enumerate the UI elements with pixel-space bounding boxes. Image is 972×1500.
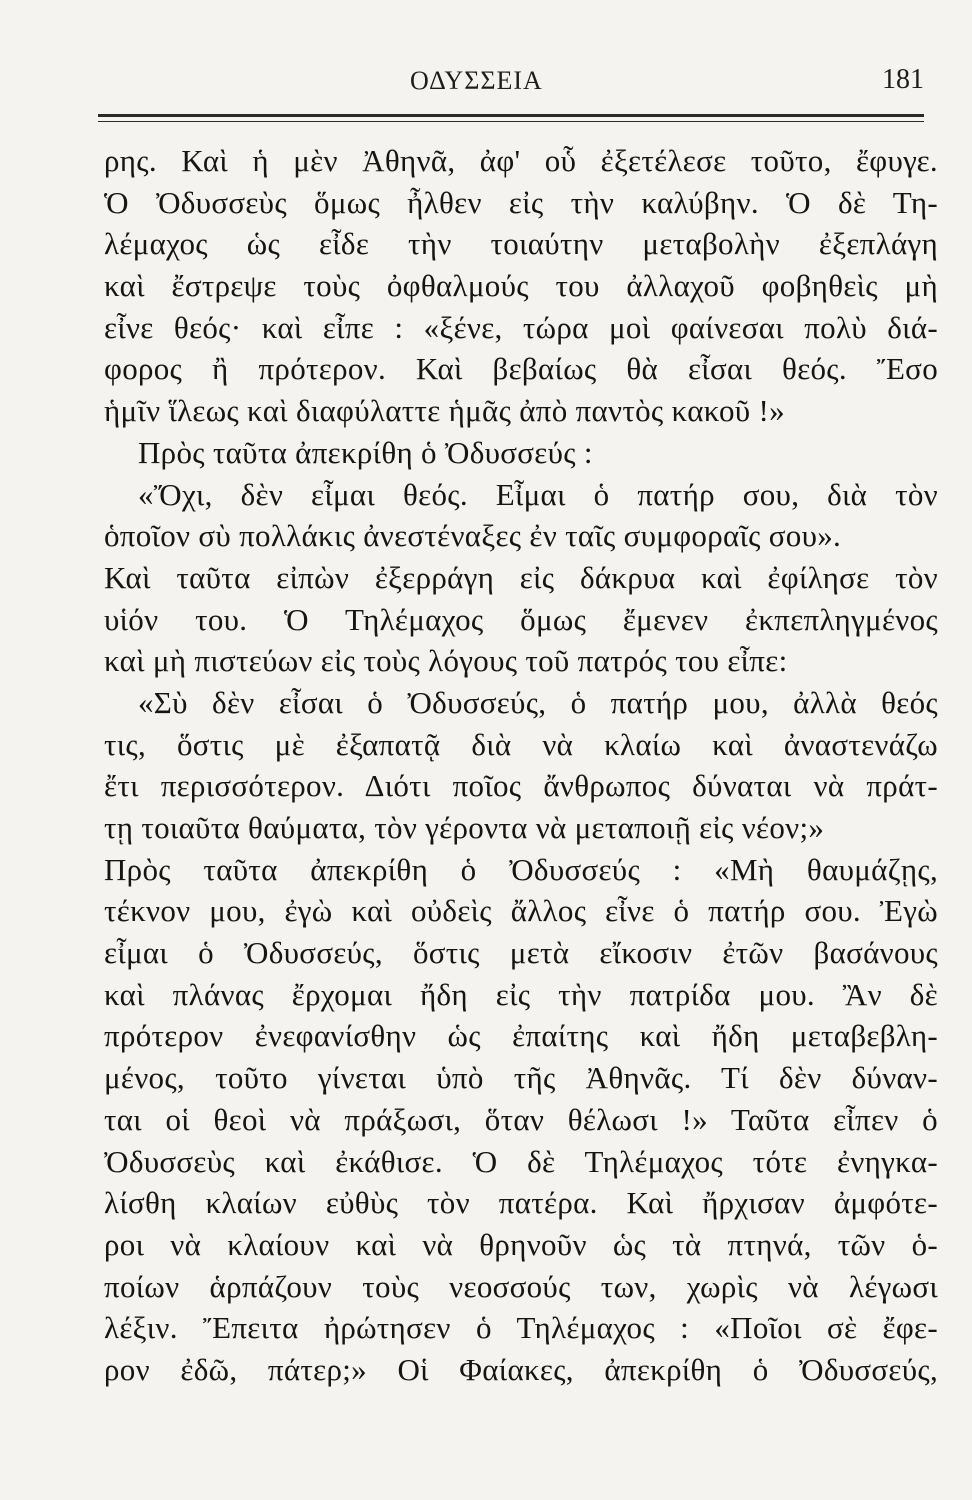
page-header [92, 66, 932, 106]
text-line: καὶ ἔστρεψε τοὺς ὀφθαλμούς του ἀλλαχοῦ φοβηθεὶς μὴ [104, 268, 938, 304]
header-rule-thick [98, 114, 924, 117]
text-line: τῃ τοιαῦτα θαύματα, τὸν γέροντα νὰ μεταποιῇ εἰς νέον;» [104, 810, 825, 845]
text-line: πρότερον ἐνεφανίσθην ὡς ἐπαίτης καὶ ἤδη μεταβεβλη- [104, 1018, 938, 1054]
text-line: ὁποῖον σὺ πολλάκις ἀνεστέναξες ἐν ταῖς συμφοραῖς σου». [104, 518, 842, 554]
text-line: ἡμῖν ἵλεως καὶ διαφύλαττε ἡμᾶς ἀπὸ παντὸς κακοῦ !» [104, 393, 785, 429]
text-line: εἶνε θεός· καὶ εἶπε : «ξένε, τώρα μοὶ φαίνεσαι πολὺ διά- [104, 309, 938, 345]
text-line: Ὀδυσσεὺς καὶ ἐκάθισε. Ὁ δὲ Τηλέμαχος τότε ἐνηγκα- [104, 1143, 938, 1179]
text-line: εἶμαι ὁ Ὀδυσσεύς, ὅστις μετὰ εἴκοσιν ἐτῶν βασάνους [104, 935, 938, 971]
running-title: ΟΔΥΣΣΕΙΑ [410, 66, 543, 95]
text-line: φορος ἢ πρότερον. Καὶ βεβαίως θὰ εἶσαι θεός. Ἔσο [104, 351, 938, 387]
text-line: ρης. Καὶ ἡ μὲν Ἀθηνᾶ, ἀφ' οὗ ἐξετέλεσε τοῦτο, ἔφυγε. [104, 143, 938, 178]
text-line: λέμαχος ὡς εἶδε τὴν τοιαύτην μεταβολὴν ἐξεπλάγη [104, 226, 938, 262]
text-line: καὶ μὴ πιστεύων εἰς τοὺς λόγους τοῦ πατρός του εἶπε: [104, 643, 788, 679]
text-line: Πρὸς ταῦτα ἀπεκρίθη ὁ Ὀδυσσεύς : «Μὴ θαυμάζῃς, [104, 851, 938, 887]
text-line: τις, ὅστις μὲ ἐξαπατᾷ διὰ νὰ κλαίω καὶ ἀναστενάζω [104, 726, 938, 762]
text-line: ρον ἐδῶ, πάτερ;» Οἱ Φαίακες, ἀπεκρίθη ὁ Ὀδυσσεύς, [104, 1351, 938, 1387]
text-line: ἔτι περισσότερον. Διότι ποῖος ἄνθρωπος δύναται νὰ πράτ- [104, 768, 938, 804]
text-line: μένος, τοῦτο γίνεται ὑπὸ τῆς Ἀθηνᾶς. Τί δὲν δύναν- [104, 1060, 938, 1096]
text-line: ροι νὰ κλαίουν καὶ νὰ θρηνοῦν ὡς τὰ πτηνά, τῶν ὁ- [104, 1226, 938, 1262]
text-line: ποίων ἁρπάζουν τοὺς νεοσσούς των, χωρὶς νὰ λέγωσι [104, 1268, 938, 1304]
text-line: λέξιν. Ἔπειτα ἠρώτησεν ὁ Τηλέμαχος : «Ποῖοι σὲ ἔφε- [104, 1310, 938, 1346]
page-number: 181 [882, 64, 924, 95]
text-line: «Ὄχι, δὲν εἶμαι θεός. Εἶμαι ὁ πατήρ σου, διὰ τὸν [138, 476, 938, 512]
header-rule-thin [98, 121, 924, 122]
body-text [104, 140, 938, 1391]
text-line: «Σὺ δὲν εἶσαι ὁ Ὀδυσσεύς, ὁ πατήρ μου, ἀλλὰ θεός [138, 684, 938, 720]
text-line: Ὁ Ὀδυσσεὺς ὅμως ἦλθεν εἰς τὴν καλύβην. Ὁ δὲ Τη- [104, 184, 938, 220]
text-line: Καὶ ταῦτα εἰπὼν ἐξερράγη εἰς δάκρυα καὶ ἐφίλησε τὸν [104, 559, 938, 595]
text-line: Πρὸς ταῦτα ἀπεκρίθη ὁ Ὀδυσσεύς : [138, 434, 593, 470]
text-line: λίσθη κλαίων εὐθὺς τὸν πατέρα. Καὶ ἤρχισαν ἀμφότε- [104, 1185, 938, 1221]
text-line: υἱόν του. Ὁ Τηλέμαχος ὅμως ἔμενεν ἐκπεπληγμένος [104, 601, 938, 637]
text-line: τέκνον μου, ἐγὼ καὶ οὐδεὶς ἄλλος εἶνε ὁ πατήρ σου. Ἐγὼ [104, 893, 938, 929]
text-line: ται οἱ θεοὶ νὰ πράξωσι, ὅταν θέλωσι !» Ταῦτα εἶπεν ὁ [104, 1101, 938, 1137]
text-line: καὶ πλάνας ἔρχομαι ἤδη εἰς τὴν πατρίδα μου. Ἂν δὲ [104, 976, 938, 1012]
